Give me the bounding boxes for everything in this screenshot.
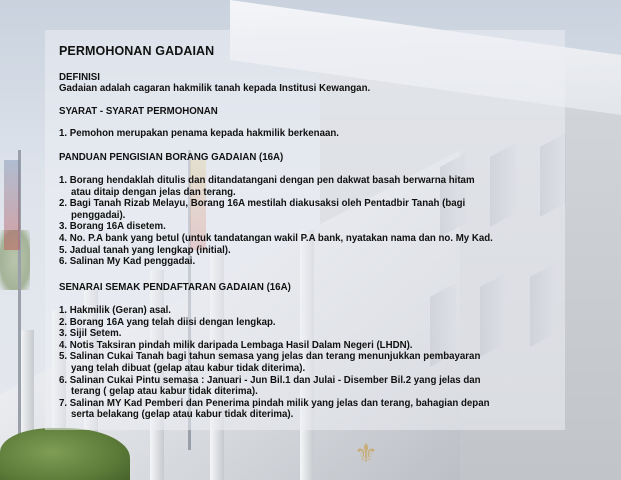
list-item: 1. Hakmilik (Geran) asal. (59, 305, 171, 316)
list-item: 4. No. P.A bank yang betul (untuk tandatangan wakil P.A bank, nyatakan nama dan no. My Kad. (59, 232, 493, 244)
list-item: 6. Salinan My Kad penggadai. (59, 256, 196, 268)
list-item: 5. Jadual tanah yang lengkap (initial). (59, 244, 231, 256)
section-heading-senarai-semak: SENARAI SEMAK PENDAFTARAN GADAIAN (16A) (59, 282, 291, 293)
list-item: 2. Borang 16A yang telah diisi dengan lengkap. (59, 316, 276, 328)
list-item: 6. Salinan Cukai Pintu semasa : Januari - Jun Bil.1 dan Julai - Disember Bil.2 yang jelas dan terang ( gelap atau kabur tidak diterima). (59, 374, 481, 398)
syarat-list (59, 128, 339, 140)
tree (0, 428, 130, 480)
section-heading-syarat: SYARAT - SYARAT PERMOHONAN (59, 106, 218, 117)
panduan-list (59, 175, 493, 268)
crest-emblem-icon: ⚜ (354, 438, 378, 468)
list-item: 1. Pemohon merupakan penama kepada hakmilik berkenaan. (59, 128, 339, 139)
list-item: 2. Bagi Tanah Rizab Melayu, Borang 16A mestilah diakusaksi oleh Pentadbir Tanah (bagi penggadai). (59, 198, 466, 221)
section-heading-panduan: PANDUAN PENGISIAN BORANG GADAIAN (16A) (59, 152, 284, 163)
definisi-text: Gadaian adalah cagaran hakmilik tanah kepada Institusi Kewangan. (59, 83, 371, 94)
page-title: PERMOHONAN GADAIAN (59, 44, 215, 58)
senarai-semak-list (59, 305, 490, 421)
section-heading-definisi: DEFINISI (59, 72, 100, 83)
list-item: 3. Sijil Setem. (59, 328, 122, 340)
list-item: 5. Salinan Cukai Tanah bagi tahun semasa yang jelas dan terang menunjukkan pembayaran yang telah dibuat (gelap atau kabur tidak diterima). (59, 351, 481, 374)
list-item: 3. Borang 16A disetem. (59, 221, 166, 233)
list-item: 7. Salinan MY Kad Pemberi dan Penerima pindah milik yang jelas dan terang, bahagian depan serta belakang (gelap atau kabur tidak diterima). (59, 397, 490, 421)
list-item: 1. Borang hendaklah ditulis dan ditandatangani dengan pen dakwat basah berwarna hitam atau ditaip dengan jelas dan terang. (59, 175, 475, 198)
list-item: 4. Notis Taksiran pindah milik daripada Lembaga Hasil Dalam Negeri (LHDN). (59, 339, 413, 351)
